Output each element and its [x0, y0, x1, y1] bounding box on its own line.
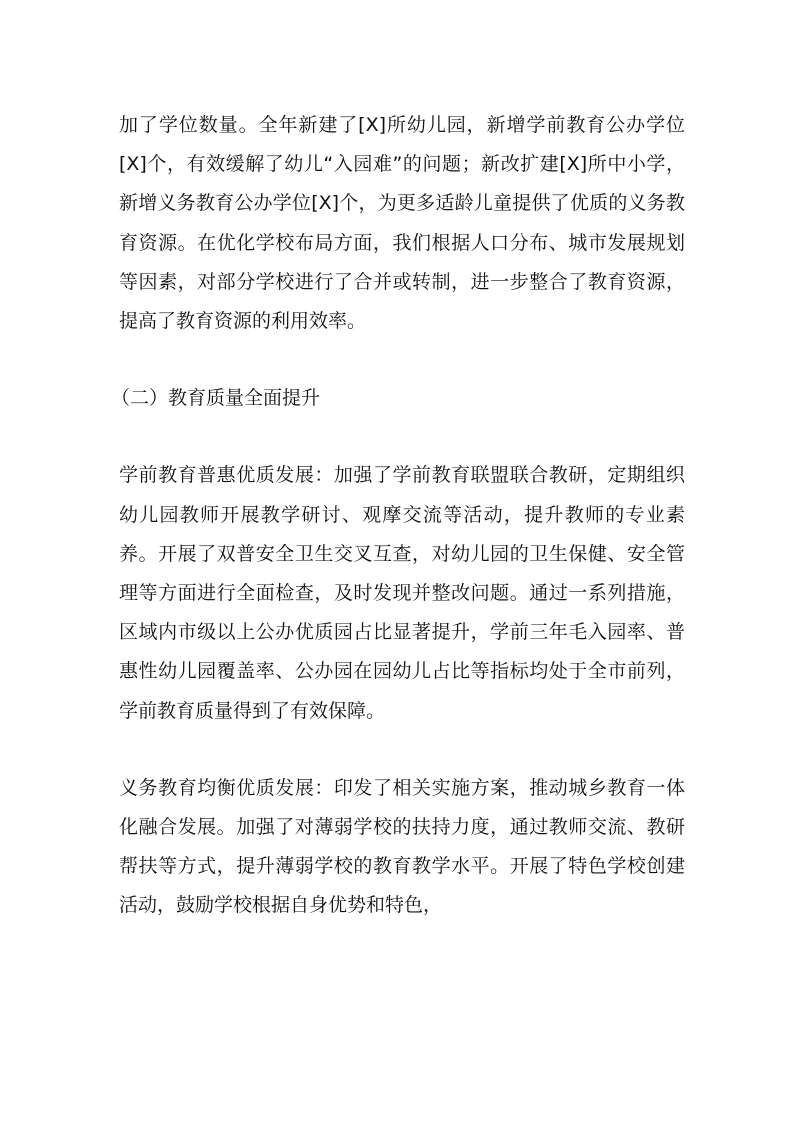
- paragraph-gap: [119, 418, 685, 456]
- paragraph-gap: [119, 731, 685, 769]
- document-body: [111, 106, 685, 926]
- section-heading-education-quality: （二）教育质量全面提升: [111, 387, 321, 410]
- paragraph-compulsory-education: 义务教育均衡优质发展：印发了相关实施方案，推动城乡教育一体化融合发展。加强了对薄弱学校的扶持力度，通过教师交流、教研帮扶等方式，提升薄弱学校的教育教学水平。开展了特色学校创建活动，鼓励学校根据自身优势和特色，: [119, 776, 685, 917]
- paragraph-gap: [119, 341, 685, 379]
- paragraph-school-capacity: 加了学位数量。全年新建了[X]所幼儿园，新增学前教育公办学位[X]个，有效缓解了幼儿“入园难”的问题；新改扩建[X]所中小学，新增义务教育公办学位[X]个，为更多适龄儿童提供了优质的义务教育资源。在优化学校布局方面，我们根据人口分布、城市发展规划等因素，对部分学校进行了合并或转制，进一步整合了教育资源，提高了教育资源的利用效率。: [119, 114, 685, 333]
- paragraph-preschool-education: 学前教育普惠优质发展：加强了学前教育联盟联合教研，定期组织幼儿园教师开展教学研讨、观摩交流等活动，提升教师的专业素养。开展了双普安全卫生交叉互查，对幼儿园的卫生保健、安全管理等方面进行全面检查，及时发现并整改问题。通过一系列措施，区域内市级以上公办优质园占比显著提升，学前三年毛入园率、普惠性幼儿园覆盖率、公办园在园幼儿占比等指标均处于全市前列，学前教育质量得到了有效保障。: [119, 464, 685, 722]
